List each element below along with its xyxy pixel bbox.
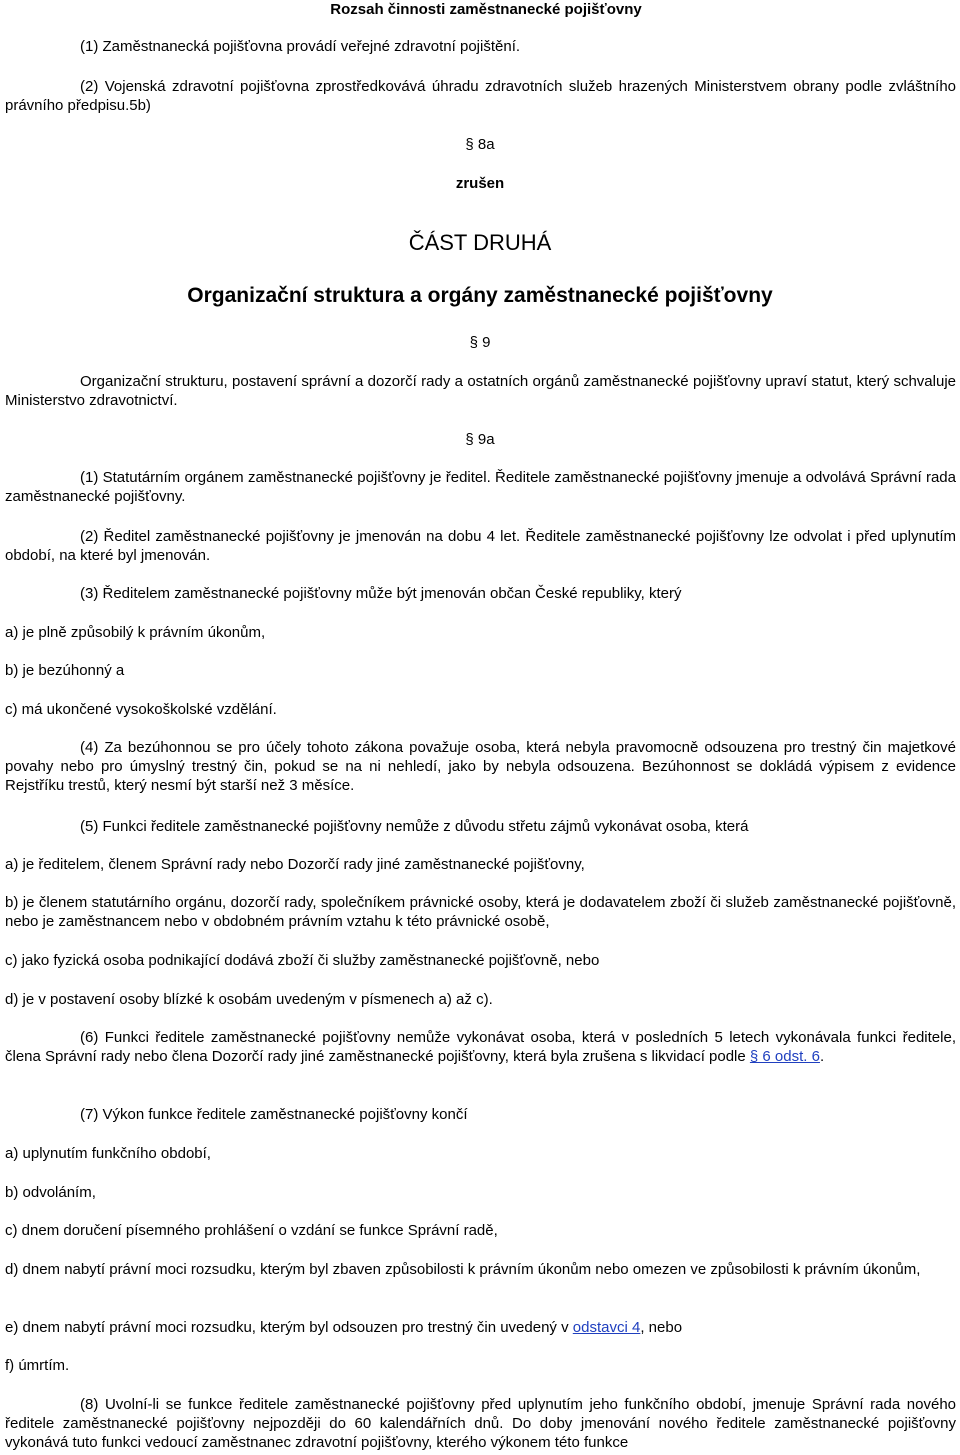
section-8a: § 8a [465, 136, 495, 153]
section-9a-para-8: (8) Uvolní-li se funkce ředitele zaměstnanecké pojišťovny před uplynutím jeho funkčního období, jmenuje Správní rada nového ředitele zaměstnanecké pojišťovny nejpozději do 60 kalendářních dnů. Do doby jmenování nového ředitele zaměstnanecké pojišťovny vykonává tuto funkci vedoucí zaměstnanec zdravotní pojišťovny, kterého výkonem této funkce [5, 1396, 956, 1451]
paragraph-2: (2) Vojenská zdravotní pojišťovna zprostředkovává úhradu zdravotních služeb hrazených Ministerstvem obrany podle zvláštního právního předpisu.5b) [5, 78, 956, 114]
section-9a-para-1: (1) Statutárním orgánem zaměstnanecké pojišťovny je ředitel. Ředitele zaměstnanecké pojišťovny jmenuje a odvolává Správní rada zaměstnanecké pojišťovny. [5, 469, 956, 505]
list-item: c) dnem doručení písemného prohlášení o vzdání se funkce Správní radě, [5, 1222, 498, 1239]
para-6-end: . [819, 1048, 825, 1065]
item-e-end: , nebo [640, 1319, 683, 1336]
list-item: a) je plně způsobilý k právním úkonům, [5, 624, 266, 641]
para-6-text: (6) Funkci ředitele zaměstnanecké pojišťovny nemůže vykonávat osoba, která v posledních 5 letech vykonávala funkci ředitele, člena Správní rady nebo člena Dozorčí rady jiné zaměstnanecké pojišťovny, která byla zrušena s likvidací podle [5, 1029, 956, 1065]
list-item: d) je v postavení osoby blízké k osobám uvedeným v písmenech a) až c). [5, 991, 493, 1008]
section-9a: § 9a [465, 431, 495, 448]
section-9-text: Organizační strukturu, postavení správní a dozorčí rady a ostatních orgánů zaměstnanecké pojišťovny upraví statut, který schvaluje Ministerstvo zdravotnictví. [5, 373, 956, 409]
list-item: a) je ředitelem, členem Správní rady nebo Dozorčí rady jiné zaměstnanecké pojišťovny, [5, 856, 585, 873]
section-9: § 9 [469, 334, 491, 351]
section-9a-para-7: (7) Výkon funkce ředitele zaměstnanecké pojišťovny končí [80, 1106, 468, 1123]
list-item: c) jako fyzická osoba podnikající dodává zboží či služby zaměstnanecké pojišťovně, nebo [5, 952, 600, 969]
repealed-label: zrušen [455, 175, 505, 192]
section-9a-para-3: (3) Ředitelem zaměstnanecké pojišťovny může být jmenován občan České republiky, který [80, 585, 682, 602]
list-item [5, 1318, 956, 1337]
list-item: f) úmrtím. [5, 1357, 70, 1374]
reference-link-odstavec-4[interactable]: odstavci 4 [572, 1319, 641, 1336]
list-item: b) je členem statutárního orgánu, dozorčí rady, společníkem právnické osoby, která je dodavatelem zboží či služeb zaměstnanecké pojišťovně, nebo je zaměstnancem nebo v obdobném právním vztahu k této právnické osobě, [5, 894, 956, 930]
list-item: b) odvoláním, [5, 1184, 96, 1201]
section-9a-para-2: (2) Ředitel zaměstnanecké pojišťovny je jmenován na dobu 4 let. Ředitele zaměstnanecké pojišťovny lze odvolat i před uplynutím období, na které byl jmenován. [5, 528, 956, 564]
paragraph-1: (1) Zaměstnanecká pojišťovna provádí veřejné zdravotní pojištění. [80, 38, 521, 55]
section-9a-para-5: (5) Funkci ředitele zaměstnanecké pojišťovny nemůže z důvodu střetu zájmů vykonávat osoba, která [80, 818, 749, 835]
reference-link-6-6[interactable]: § 6 odst. 6 [749, 1048, 820, 1065]
list-item: d) dnem nabytí právní moci rozsudku, kterým byl zbaven způsobilosti k právním úkonům nebo omezen ve způsobilosti k právním úkonům, [5, 1261, 921, 1278]
item-e-text: e) dnem nabytí právní moci rozsudku, kterým byl odsouzen pro trestný čin uvedený v [5, 1319, 573, 1336]
section-heading: Rozsah činnosti zaměstnanecké pojišťovny [330, 1, 642, 18]
section-9a-para-6 [5, 1028, 956, 1066]
section-9a-para-4: (4) Za bezúhonnou se pro účely tohoto zákona považuje osoba, která nebyla pravomocně odsouzena pro trestný čin majetkové povahy nebo pro úmyslný trestný čin, pokud se na ni nehledí, jako by nebyla odsouzena. Bezúhonnost se dokládá výpisem z evidence Rejstříku trestů, který nesmí být starší než 3 měsíce. [5, 739, 956, 794]
organisation-title: Organizační struktura a orgány zaměstnanecké pojišťovny [187, 284, 773, 307]
part-title: ČÁST DRUHÁ [408, 230, 552, 255]
list-item: b) je bezúhonný a [5, 662, 125, 679]
list-item: a) uplynutím funkčního období, [5, 1145, 211, 1162]
list-item: c) má ukončené vysokoškolské vzdělání. [5, 701, 277, 718]
